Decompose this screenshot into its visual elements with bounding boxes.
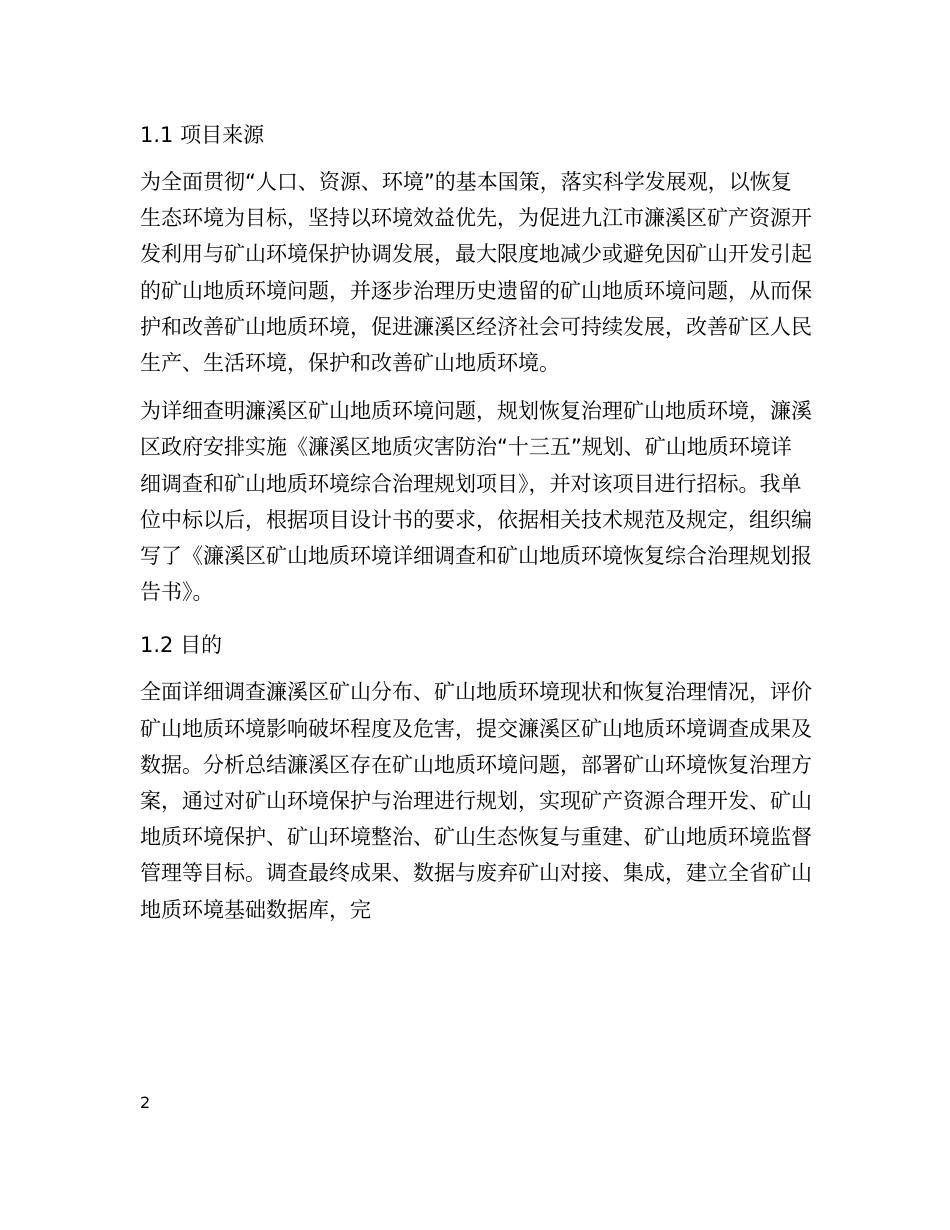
- section-heading-purpose: 1.2 目的: [140, 633, 223, 658]
- paragraph-purpose: 全面详细调查濂溪区矿山分布、矿山地质环境现状和恢复治理情况，评价矿山地质环境影响破坏程度及危害，提交濂溪区矿山地质环境调查成果及数据。分析总结濂溪区存在矿山地质环境问题，部署矿山环境恢复治理方案，通过对矿山环境保护与治理进行规划，实现矿产资源合理开发、矿山地质环境保护、矿山环境整治、矿山生态恢复与重建、矿山地质环境监督管理等目标。调查最终成果、数据与废弃矿山对接、集成，建立全省矿山地质环境基础数据库，完: [140, 680, 812, 922]
- section-heading-project-source: 1.1 项目来源: [140, 123, 265, 147]
- page-number: 2: [140, 1093, 151, 1112]
- paragraph-bidding: 为详细查明濂溪区矿山地质环境问题，规划恢复治理矿山地质环境，濂溪区政府安排实施《濂溪区地质灾害防治“十三五”规划、矿山地质环境详细调查和矿山地质环境综合治理规划项目》，并对该项目进行招标。我单位中标以后，根据项目设计书的要求，依据相关技术规范及规定，组织编写了《濂溪区矿山地质环境详细调查和矿山地质环境恢复综合治理规划报告书》。: [140, 399, 812, 605]
- document-page: [140, 112, 812, 940]
- paragraph-background: 为全面贯彻“人口、资源、环境”的基本国策，落实科学发展观，以恢复生态环境为目标，坚持以环境效益优先，为促进九江市濂溪区矿产资源开发利用与矿山环境保护协调发展，最大限度地减少或避免因矿山开发引起的矿山地质环境问题，并逐步治理历史遗留的矿山地质环境问题，从而保护和改善矿山地质环境，促进濂溪区经济社会可持续发展，改善矿区人民生产、生活环境，保护和改善矿山地质环境。: [140, 170, 812, 376]
